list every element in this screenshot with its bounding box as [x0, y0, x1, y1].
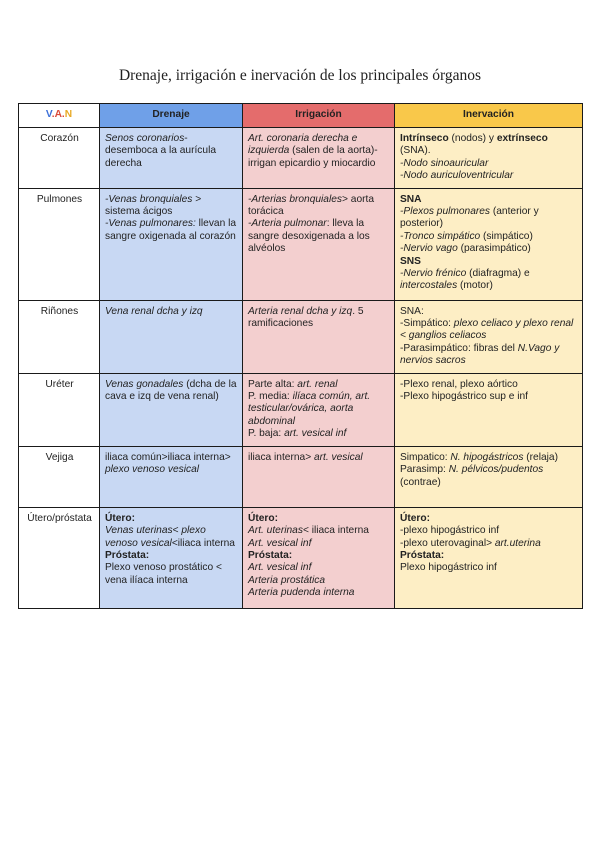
organ-cell: Pulmones: [19, 188, 100, 300]
table-header-row: [19, 104, 583, 128]
drenaje-cell: Venas gonadales (dcha de la cava e izq de vena renal): [100, 373, 243, 446]
inervacion-cell: Simpatico: N. hipogástricos (relaja) Parasimp: N. pélvicos/pudentos (contrae): [395, 446, 583, 507]
table-row-utero-prostata: [19, 507, 583, 608]
organ-cell: Riñones: [19, 300, 100, 373]
organ-cell: Uréter: [19, 373, 100, 446]
drenaje-cell: Vena renal dcha y izq: [100, 300, 243, 373]
drenaje-cell: Útero: Venas uterinas< plexo venoso vesical<iliaca interna Próstata: Plexo venoso prostático < vena ilíaca interna: [100, 507, 243, 608]
table-row-pulmones: [19, 188, 583, 300]
table-row-rinones: [19, 300, 583, 373]
header-drenaje: Drenaje: [100, 104, 243, 128]
organs-table: [18, 103, 583, 609]
inervacion-cell: Útero: -plexo hipogástrico inf -plexo uterovaginal> art.uterina Próstata: Plexo hipogástrico inf: [395, 507, 583, 608]
header-van: V.A.N: [19, 104, 100, 128]
inervacion-cell: SNA -Plexos pulmonares (anterior y posterior) -Tronco simpático (simpático) -Nervio vago (parasimpático) SNS -Nervio frénico (diafragma) e intercostales (motor): [395, 188, 583, 300]
drenaje-cell: -Venas bronquiales > sistema ácigos -Venas pulmonares: llevan la sangre oxigenada al corazón: [100, 188, 243, 300]
table-row-corazon: [19, 128, 583, 189]
organ-cell: Vejiga: [19, 446, 100, 507]
header-irrigacion: Irrigación: [243, 104, 395, 128]
drenaje-cell: iliaca común>iliaca interna> plexo venoso vesical: [100, 446, 243, 507]
inervacion-cell: Intrínseco (nodos) y extrínseco (SNA). -Nodo sinoauricular -Nodo auriculoventricular: [395, 128, 583, 189]
organ-cell: Corazón: [19, 128, 100, 189]
page-title: Drenaje, irrigación e inervación de los principales órganos: [118, 67, 482, 84]
drenaje-cell: Senos coronarios-desemboca a la aurícula derecha: [100, 128, 243, 189]
inervacion-cell: SNA: -Simpático: plexo celiaco y plexo renal < ganglios celiacos -Parasimpático: fibras del N.Vago y nervios sacros: [395, 300, 583, 373]
irrigacion-cell: Útero: Art. uterinas< iliaca interna Art. vesical inf Próstata: Art. vesical inf Arteria prostática Arteria pudenda interna: [243, 507, 395, 608]
irrigacion-cell: Arteria renal dcha y izq. 5 ramificaciones: [243, 300, 395, 373]
table-row-ureter: [19, 373, 583, 446]
header-inervacion: Inervación: [395, 104, 583, 128]
irrigacion-cell: Art. coronaria derecha e izquierda (salen de la aorta)-irrigan epicardio y miocardio: [243, 128, 395, 189]
inervacion-cell: -Plexo renal, plexo aórtico -Plexo hipogástrico sup e inf: [395, 373, 583, 446]
irrigacion-cell: Parte alta: art. renal P. media: ilíaca común, art. testicular/ovárica, aorta abdominal P. baja: art. vesical inf: [243, 373, 395, 446]
organ-cell: Útero/próstata: [19, 507, 100, 608]
table-row-vejiga: [19, 446, 583, 507]
irrigacion-cell: iliaca interna> art. vesical: [243, 446, 395, 507]
irrigacion-cell: -Arterias bronquiales> aorta torácica -Arteria pulmonar: lleva la sangre desoxigenada a los alvéolos: [243, 188, 395, 300]
